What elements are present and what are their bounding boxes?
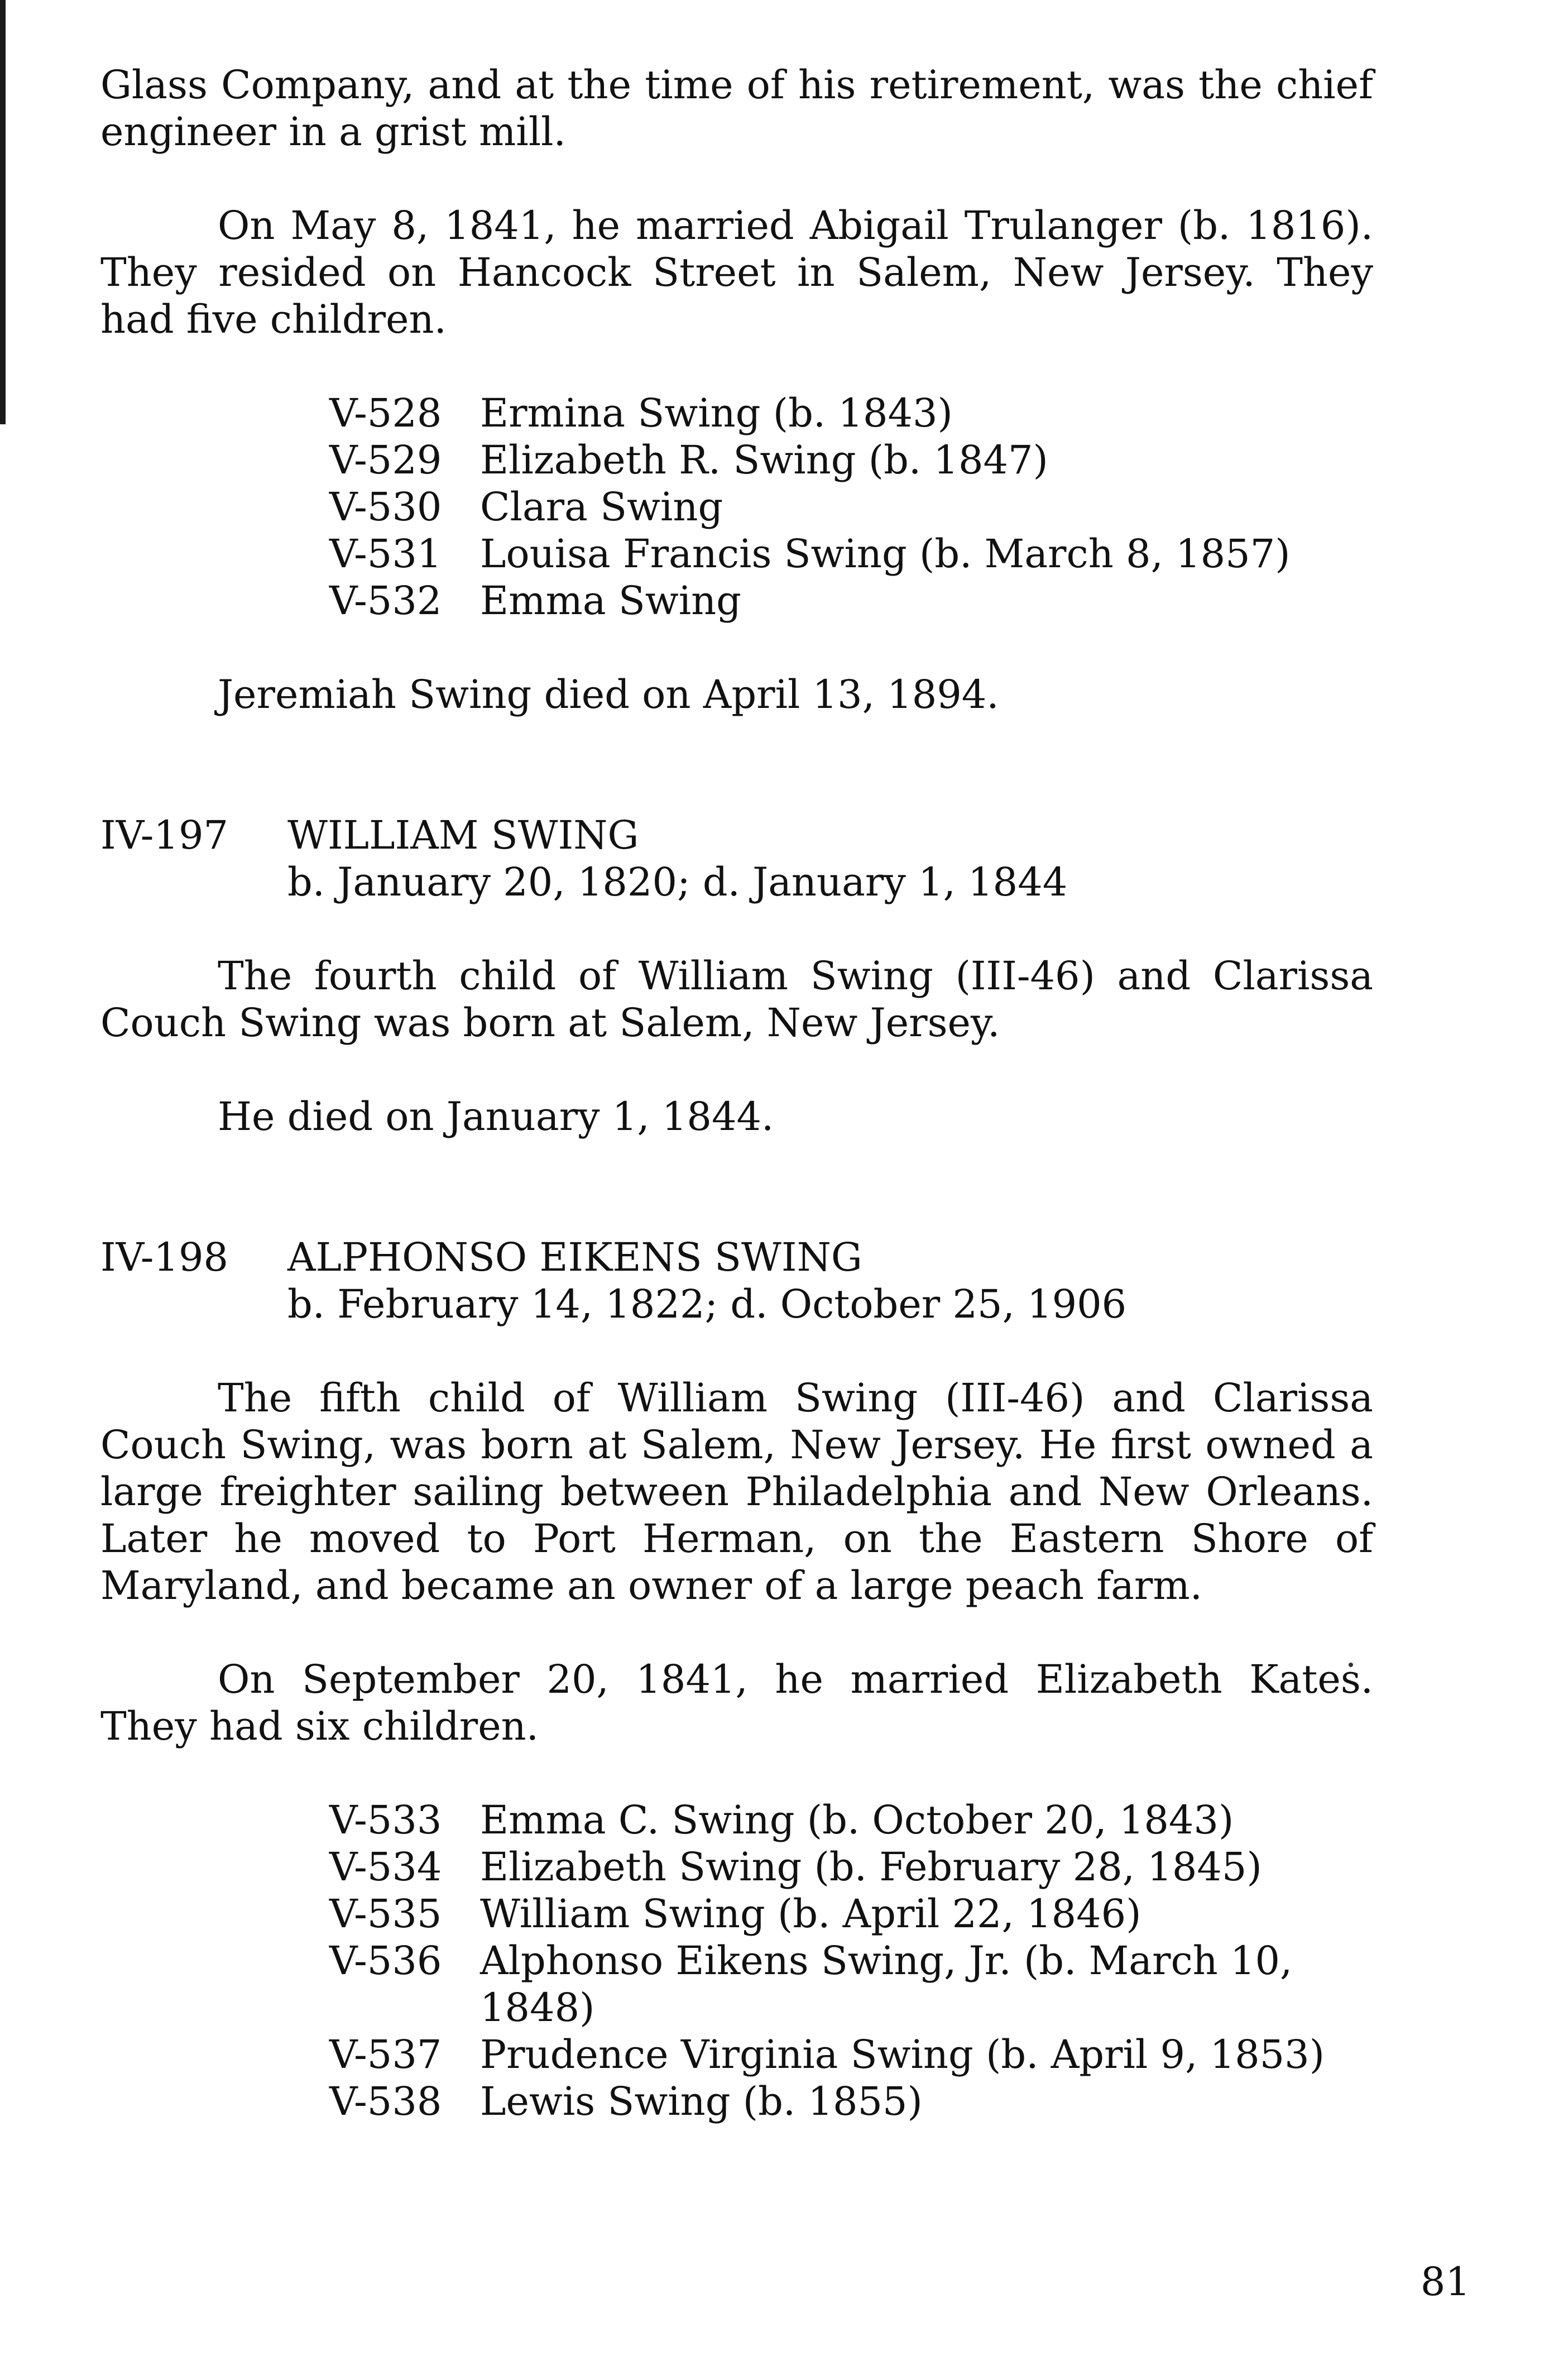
paragraph-death-jeremiah: Jeremiah Swing died on April 13, 1894. [218,672,999,717]
child-name: Emma C. Swing (b. October 20, 1843) [480,1797,1234,1843]
child-name: Emma Swing [480,578,741,624]
child-name: Clara Swing [480,484,723,530]
child-code: V-532 [329,578,442,624]
child-name: Prudence Virginia Swing (b. April 9, 1853) [480,2032,1325,2077]
list-item [329,577,1373,624]
child-name: Alphonso Eikens Swing, Jr. (b. March 10, 1848) [480,1938,1293,2031]
child-name: Ermina Swing (b. 1843) [480,390,953,436]
entry-william-swing [100,812,1373,1140]
child-code: V-537 [329,2032,442,2077]
children-list-alphonso [329,1797,1373,2125]
child-name: Elizabeth Swing (b. February 28, 1845) [480,1844,1262,1890]
entry-heading [100,812,1373,859]
list-item [329,390,1373,437]
child-code: V-533 [329,1797,442,1843]
entry-dates: b. February 14, 1822; d. October 25, 1906 [287,1281,1127,1327]
paragraph-marriage: On May 8, 1841, he married Abigail Trulanger (b. 1816). They resided on Hancock Street in Salem, New Jersey. They had five children. [100,203,1373,342]
child-code: V-534 [329,1844,442,1890]
child-code: V-530 [329,484,442,530]
list-item [329,1890,1373,1937]
list-item [329,2031,1373,2078]
entry-code: IV-198 [100,1234,229,1280]
document-page [100,61,1373,2172]
list-item [329,530,1373,577]
list-item [329,1843,1373,1890]
entry-alphonso-eikens-swing [100,1234,1373,2125]
child-code: V-528 [329,390,442,436]
child-name: Elizabeth R. Swing (b. 1847) [480,437,1048,483]
paragraph-continuation: Glass Company, and at the time of his retirement, was the chief engineer in a grist mill. [100,62,1373,155]
entry-heading [100,1234,1373,1281]
child-name: Lewis Swing (b. 1855) [480,2079,923,2124]
child-name: William Swing (b. April 22, 1846) [480,1891,1141,1937]
entry-dates: b. January 20, 1820; d. January 1, 1844 [287,859,1068,905]
child-code: V-538 [329,2079,442,2124]
child-code: V-531 [329,531,442,577]
entry-paragraph: The fifth child of William Swing (III-46) and Clarissa Couch Swing, was born at Salem, New Jersey. He first owned a large freighter sailing between Philadelphia and New Orleans. Later he moved to Port Herman, on the Eastern Shore of Maryland, and became an owner of a large peach farm. [100,1375,1373,1608]
list-item [329,1937,1373,2031]
entry-code: IV-197 [100,812,229,858]
child-code: V-535 [329,1891,442,1937]
list-item [329,483,1373,530]
child-code: V-536 [329,1938,442,1984]
child-code: V-529 [329,437,442,483]
scan-edge-shadow [0,0,6,424]
children-list-jeremiah [329,390,1373,624]
entry-paragraph: On September 20, 1841, he married Elizabeth Kates. They had six children. [100,1656,1373,1749]
page-number: 81 [1420,2259,1470,2305]
entry-paragraph: The fourth child of William Swing (III-46) and Clarissa Couch Swing was born at Salem, New Jersey. [100,953,1373,1046]
entry-name: WILLIAM SWING [287,812,639,858]
list-item [329,1797,1373,1843]
list-item [329,2078,1373,2125]
entry-name: ALPHONSO EIKENS SWING [287,1234,862,1280]
list-item [329,437,1373,483]
entry-paragraph: He died on January 1, 1844. [218,1094,774,1139]
child-name: Louisa Francis Swing (b. March 8, 1857) [480,531,1291,577]
